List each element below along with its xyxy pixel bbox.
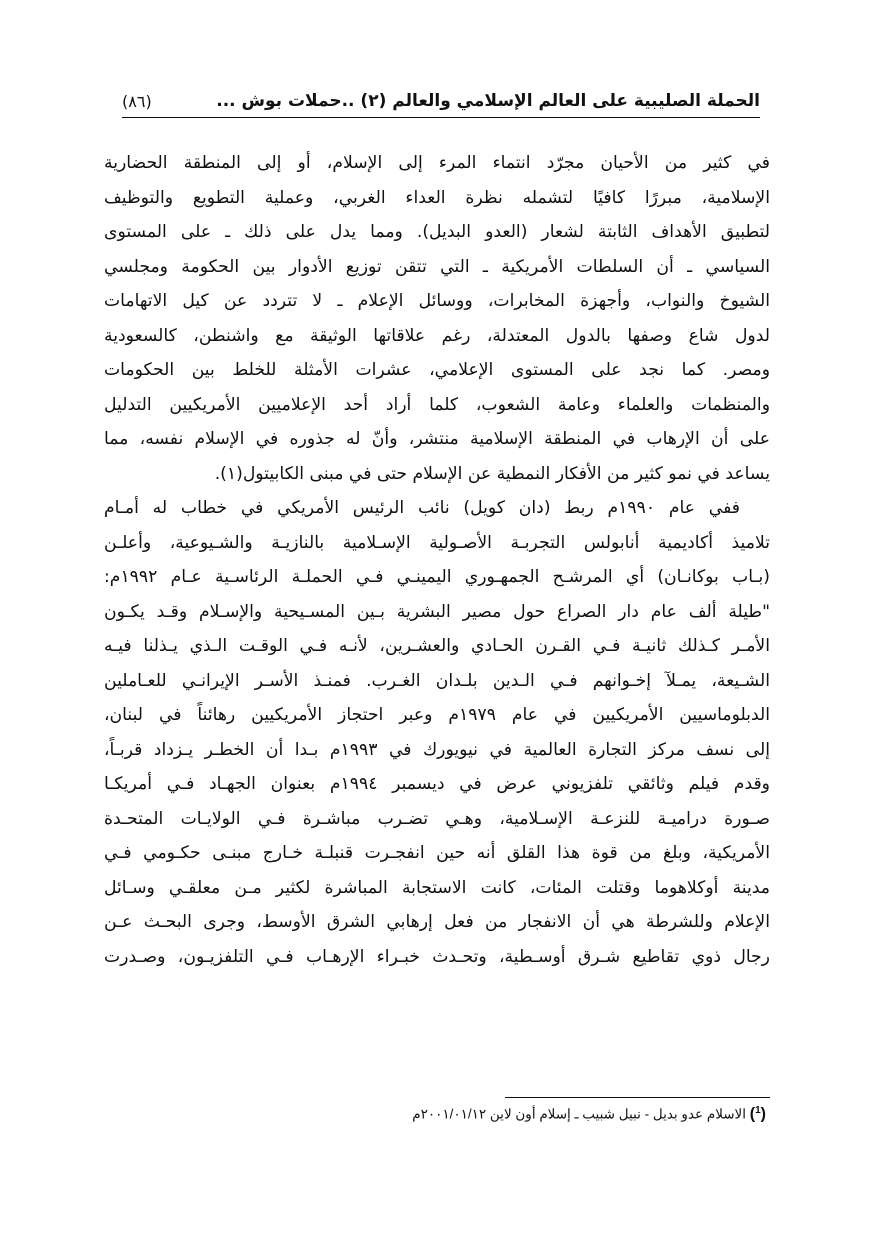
text-line: الدبلوماسيين الأمريكيين في عام ١٩٧٩م وعبر احتجاز الأمريكيين رهائناً في لبنان، xyxy=(104,705,770,725)
body-text xyxy=(104,146,770,974)
text-line-paragraph-end: يساعد في نمو كثير من الأفكار النمطية عن الإسلام حتى في مبنى الكابيتول(١). xyxy=(214,463,770,484)
text-line: "طيلة ألف عام دار الصراع حول مصير البشرية بـين المسـيحية والإسـلام وقـد يكـون xyxy=(104,601,770,622)
footnote-close-paren: ) xyxy=(749,1105,756,1123)
header-divider xyxy=(122,117,760,118)
text-line: في كثير من الأحيان مجرّد انتماء المرء إلى الإسلام، أو إلى المنطقة الحضارية xyxy=(104,153,770,173)
text-line: لتطبيق الأهداف الثابتة لشعار (العدو البديل). ومما يدل على ذلك ـ على المستوى xyxy=(104,222,770,242)
text-line: على أن الإرهاب في المنطقة الإسلامية منتشر، وأنّ له جذوره في الإسلام نفسه، مما xyxy=(104,429,770,449)
page-number: (٨٦) xyxy=(122,91,152,111)
text-line: السياسي ـ أن السلطات الأمريكية ـ التي تتقن توزيع الأدوار بين الحكومة ومجلسي xyxy=(104,256,770,277)
text-line: الشيوخ والنواب، وأجهزة المخابرات، ووسائل الإعلام ـ لا تتردد عن كيل الاتهامات xyxy=(104,291,770,311)
footnote-marker: 1 xyxy=(755,1105,761,1116)
text-line: الأمريكية، وبلغ من قوة هذا القلق أنه حين انفجـرت قنبلـة خـارج مبنـى حكـومي فـي xyxy=(104,843,770,863)
footnote-text: الاسلام عدو بديل - نبيل شبيب ـ إسلام أون لاين ٢٠٠١/٠١/١٢م xyxy=(412,1106,747,1122)
footnote xyxy=(300,1105,766,1129)
text-line: الشـيعة، يمـلآ إخـوانهم فـي الـدين بلـدان الغـرب. فمنـذ الأسـر الإيرانـي للعـاملين xyxy=(104,670,770,691)
text-line-paragraph-start: ففي عام ١٩٩٠م ربط (دان كويل) نائب الرئيس الأمريكي في خطاب له أمـام xyxy=(104,498,740,518)
footnote-open-paren: ( xyxy=(760,1105,766,1123)
text-line: لدول شاع وصفها بالدول المعتدلة، رغم علاقاتها الوثيقة مع واشنطن، كالسعودية xyxy=(104,325,770,346)
running-header xyxy=(122,84,760,118)
text-line: وقدم فيلم وثائقي تلفزيوني عرض في ديسمبر ١٩٩٤م بعنوان الجهـاد فـي أمريكـا xyxy=(104,774,770,794)
text-line: الأمـر كـذلك ثانيـة فـي القـرن الحـادي والعشـرين، لأنـه فـي الوقـت الـذي يـذلنا فيـه xyxy=(104,636,770,656)
text-line: تلاميذ أكاديمية أنابولس التجربـة الأصـولية الإسـلامية بالنازيـة والشـيوعية، وأعلـن xyxy=(104,532,770,553)
footnote-divider xyxy=(505,1097,770,1098)
text-line: (بـاب بوكانـان) أي المرشـح الجمهـوري اليمينـي فـي الحملـة الرئاسـية عـام ١٩٩٢م: xyxy=(104,567,770,587)
text-line: صـورة دراميـة للنزعـة الإسـلامية، وهـي تضـرب مباشـرة فـي الولايـات المتحـدة xyxy=(104,808,770,829)
text-line: الإسلامية، مبررًا كافيًا لتشمله نظرة العداء الغربي، وعملية التطويع والتوظيف xyxy=(104,187,770,208)
text-line: مدينة أوكلاهوما وقتلت المئات، كانت الاستجابة المباشرة لكثير مـن معلقـي وسـائل xyxy=(104,877,770,898)
text-line: والمنظمات والعلماء وعامة الشعوب، كلما أراد أحد الإعلاميين الأمريكيين التدليل xyxy=(104,394,770,415)
text-line: الإعلام وللشرطة هي أن الانفجار من فعل إرهابي الشرق الأوسط، وجرى البحـث عـن xyxy=(104,912,770,932)
text-line: إلى نسف مركز التجارة العالمية في نيويورك في ١٩٩٣م بـدا أن الخطـر يـزداد قربـاً، xyxy=(104,739,771,760)
header-title: الحملة الصليبية على العالم الإسلامي والعالم (٢) ..حملات بوش ... xyxy=(216,91,760,111)
text-line: رجال ذوي تقاطيع شـرق أوسـطية، وتحـدث خبـراء الإرهـاب فـي التلفزيـون، وصـدرت xyxy=(104,946,770,967)
text-line: ومصر. كما نجد على المستوى الإعلامي، عشرات الأمثلة للخلط بين الحكومات xyxy=(104,360,770,380)
